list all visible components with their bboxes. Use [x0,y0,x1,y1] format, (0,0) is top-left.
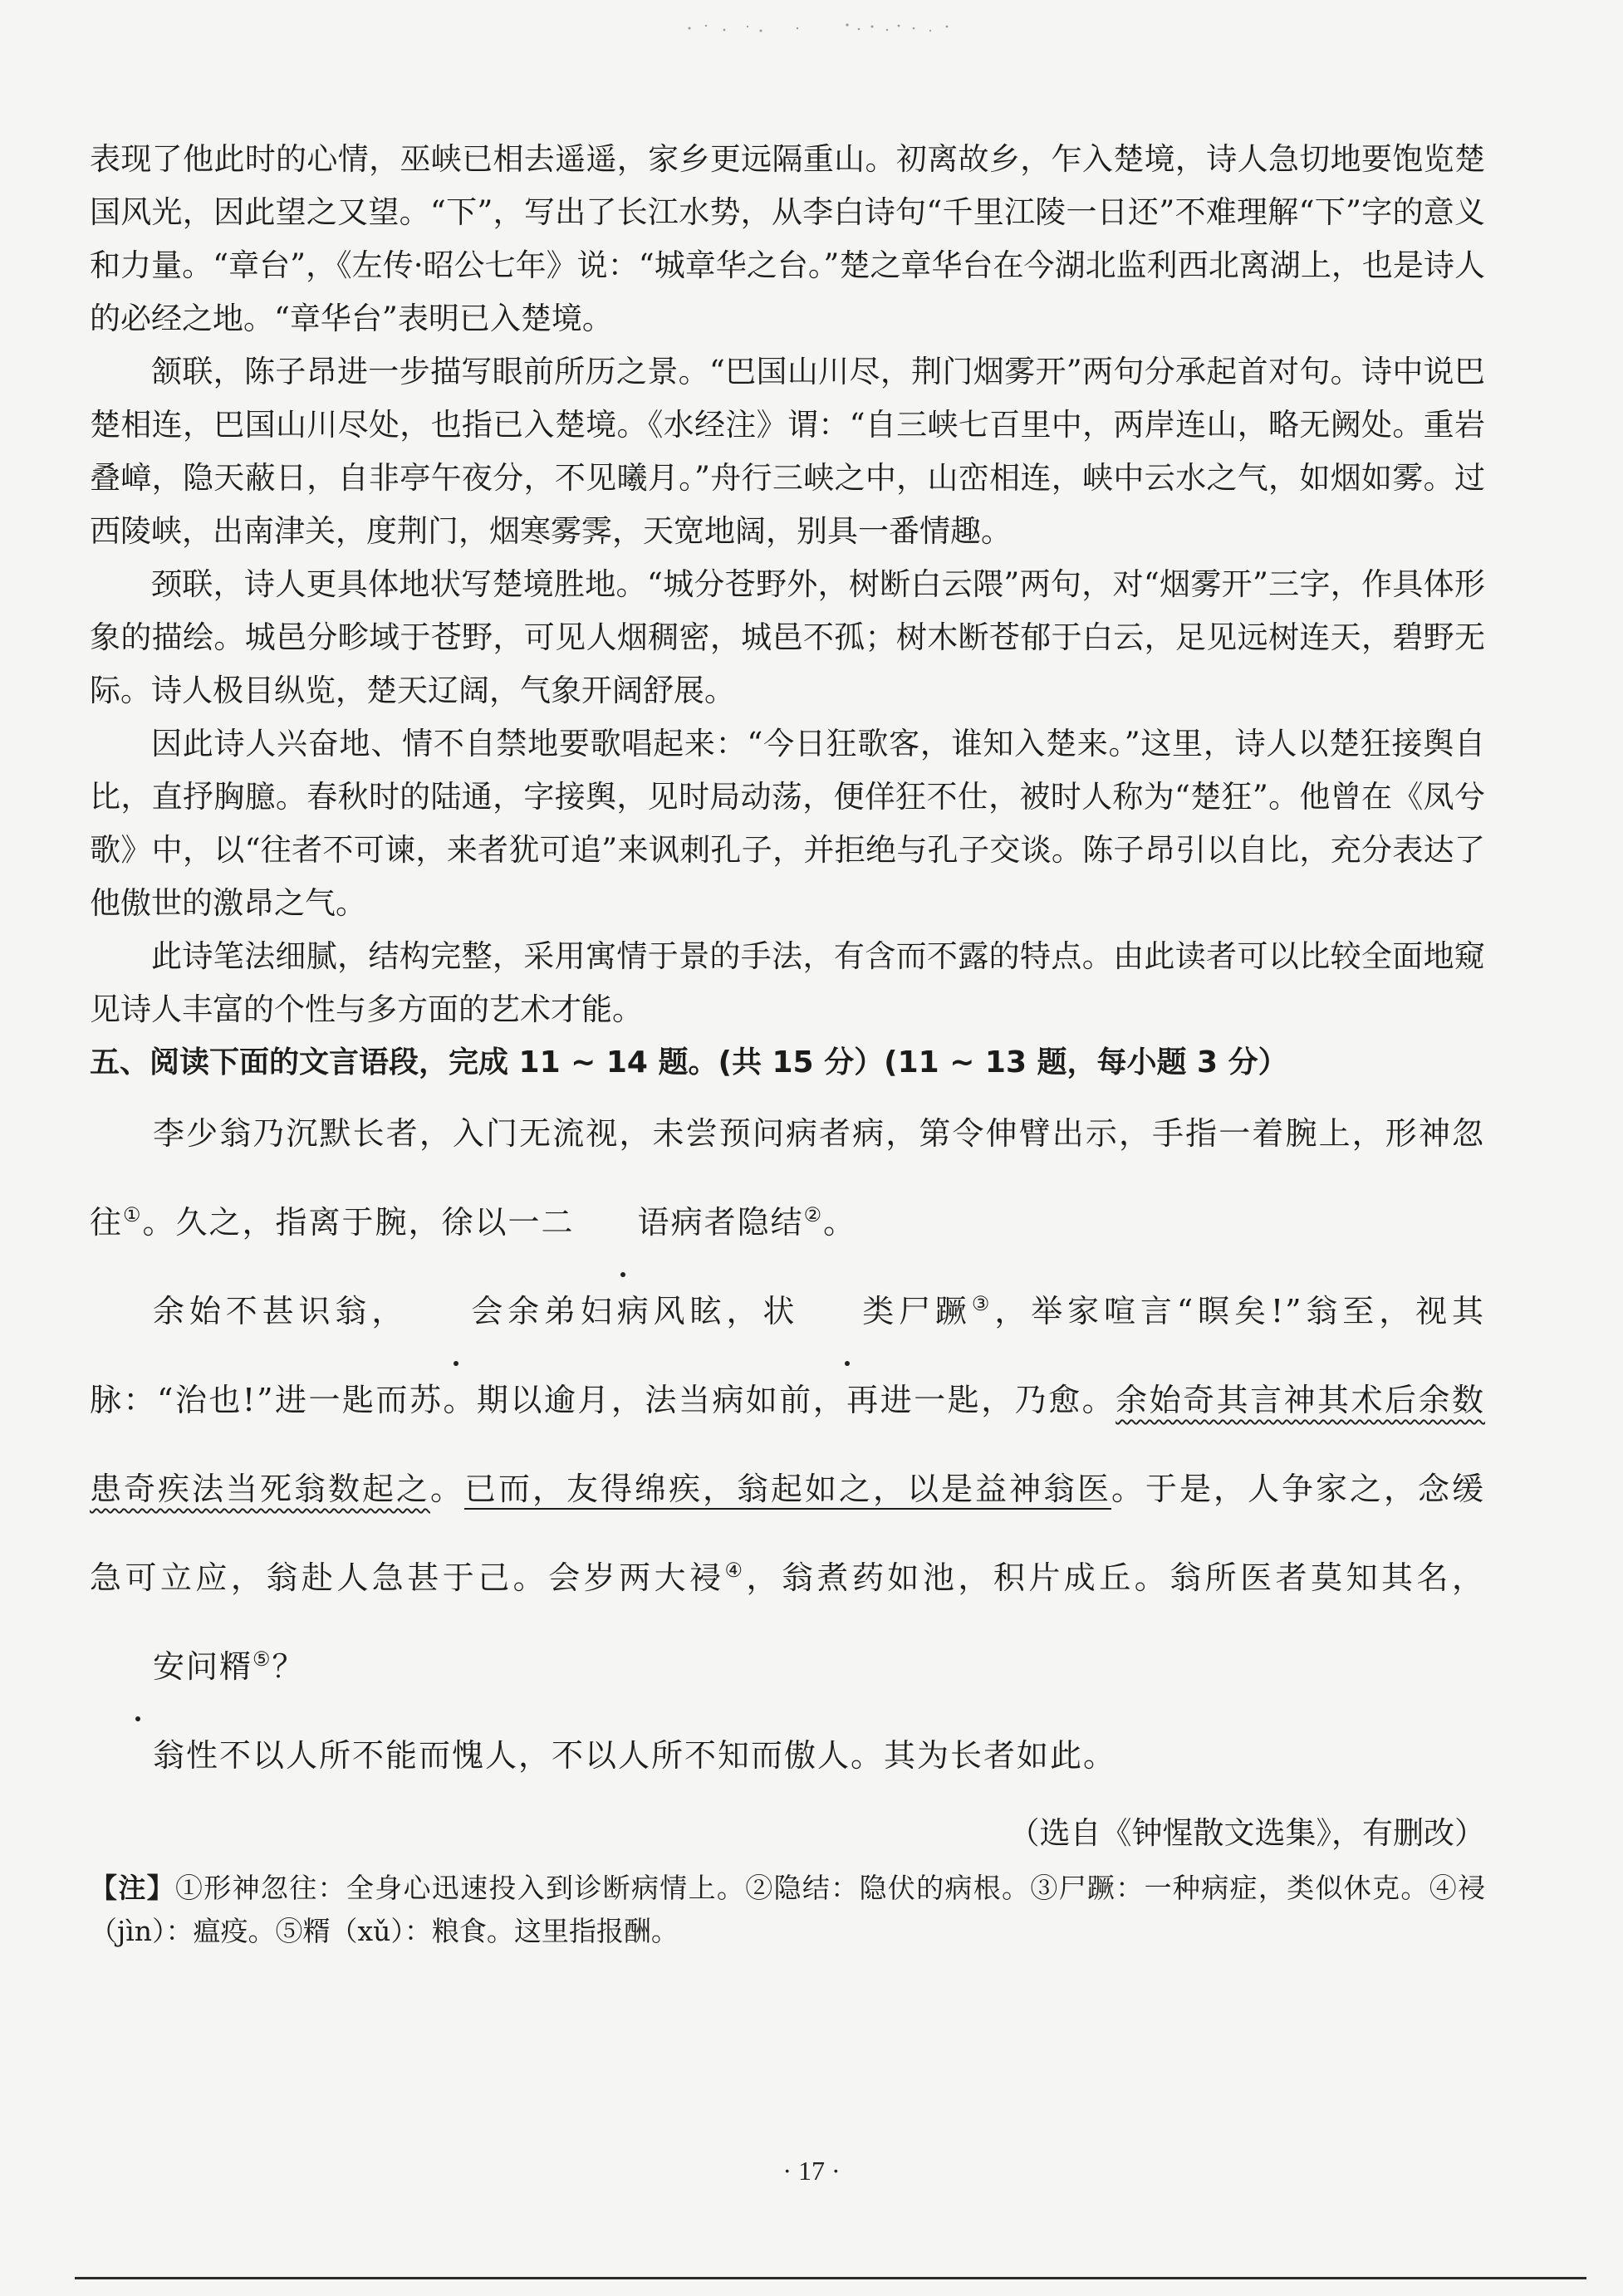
notes-text: ①形神忽往：全身心迅速投入到诊断病情上。②隐结：隐伏的病根。③尸蹶：一种病症，类似休克。④祲（jìn）：瘟疫。⑤糈（xǔ）：粮食。这里指报酬。 [90,1872,1485,1947]
footnote-ref: ⑤ [253,1647,272,1671]
text-run: 。久之，指离于腕，徐以一二 [142,1204,575,1241]
footnote-ref: ④ [724,1559,747,1582]
classical-paragraph-2 [90,1267,1485,1711]
text-run: 余弟妇病风眩，状 [504,1293,800,1329]
text-run: 。 [430,1471,464,1507]
emphasis-dot-char: 类 [799,1267,895,1356]
analysis-paragraph-1: 表现了他此时的心情，巫峡已相去遥遥，家乡更远隔重山。初离故乡，乍入楚境，诗人急切地要饱览楚国风光，因此望之又望。“下”，写出了长江水势，从李白诗句“千里江陵一日还”不难理解“下”字的意义和力量。“章台”，《左传·昭公七年》说：“城章华之台。”楚之章华台在今湖北监利西北离湖上，也是诗人的必经之地。“章华台”表明已入楚境。 [90,141,1485,336]
text-run: 余始不甚识翁， [153,1293,409,1329]
emphasis-dot-char: 安 [90,1623,186,1711]
text-run: ？ [272,1648,306,1685]
source-citation: （选自《钟惺散文选集》，有删改） [1008,1815,1485,1851]
classical-paragraph-1 [90,1089,1485,1267]
text-run: 尸蹶 [895,1293,972,1329]
emphasis-dot-char: 会 [408,1267,504,1356]
text-run: 问糈 [186,1648,253,1685]
text-run: 李少翁乃沉默长者，入门无流视，未尝预问病者病，第令伸臂出示，手指一着腕上，形神忽往 [90,1115,1485,1241]
underlined-sentence: 已而，友得绵疾，翁起如之，以是益神翁医 [464,1471,1111,1507]
analysis-paragraph-3: 颈联，诗人更具体地状写楚境胜地。“城分苍野外，树断白云隈”两句，对“烟雾开”三字，作具体形象的描绘。城邑分畛域于苍野，可见人烟稠密，城邑不孤；树木断苍郁于白云，足见远树连天，碧野无际。诗人极目纵览，楚天辽阔，气象开阔舒展。 [90,566,1485,708]
text-run: 。 [823,1204,857,1241]
wavy-underlined-sentence: 余始奇其言神其术后余数患奇疾法当死翁数起之 [90,1382,1485,1507]
page-number: · 17 · [782,2156,841,2186]
analysis-paragraph-5: 此诗笔法细腻，结构完整，采用寓情于景的手法，有含而不露的特点。由此读者可以比较全面地窥见诗人丰富的个性与多方面的艺术才能。 [90,938,1485,1027]
analysis-paragraph-2: 颔联，陈子昂进一步描写眼前所历之景。“巴国山川尽，荆门烟雾开”两句分承起首对句。诗中说巴楚相连，巴国山川尽处，也指已入楚境。《水经注》谓：“自三峡七百里中，两岸连山，略无阙处。重岩叠嶂，隐天蔽日，自非亭午夜分，不见曦月。”舟行三峡之中，山峦相连，峡中云水之气，如烟如雾。过西陵峡，出南津关，度荆门，烟寒雾霁，天宽地阔，别具一番情趣。 [90,354,1485,549]
page-content [90,133,1485,1953]
scan-noise-mark [681,18,964,40]
text-run: ，翁煮药如池，积片成丘。翁所医者莫知其名， [746,1559,1485,1596]
footnote-ref: ② [803,1203,824,1226]
footnote-ref: ① [123,1203,143,1226]
analysis-paragraph-4: 因此诗人兴奋地、情不自禁地要歌唱起来：“今日狂歌客，谁知入楚来。”这里，诗人以楚狂接舆自比，直抒胸臆。春秋时的陆通，字接舆，见时局动荡，便佯狂不仕，被时人称为“楚狂”。他曾在《凤兮歌》中，以“往者不可谏，来者犹可追”来讽刺孔子，并拒绝与孔子交谈。陈子昂引以自比，充分表达了他傲世的激昂之气。 [90,726,1485,921]
footnotes [90,1867,1485,1953]
bottom-rule [75,2277,1586,2279]
text-run: 。于是，人争家之，念缓急可立应，翁赴人急甚于己。会岁两大祲 [90,1471,1485,1596]
classical-paragraph-3: 翁性不以人所不能而愧人，不以人所不知而傲人。其为长者如此。 [153,1737,1117,1774]
text-run: 病者隐结 [670,1204,804,1241]
emphasis-dot-char: 语 [575,1178,671,1267]
section-heading: 五、阅读下面的文言语段，完成 11 ~ 14 题。(共 15 分）(11 ~ 13 题，每小题 3 分） [90,1045,1288,1079]
footnote-ref: ③ [971,1292,995,1315]
notes-label: 【注】 [90,1872,175,1904]
text-run: ，举家喧言“瞑矣!”翁至，视其脉：“治也!”进一匙而苏。期以逾月，法当病如前，再进一匙，乃愈。 [90,1293,1485,1418]
